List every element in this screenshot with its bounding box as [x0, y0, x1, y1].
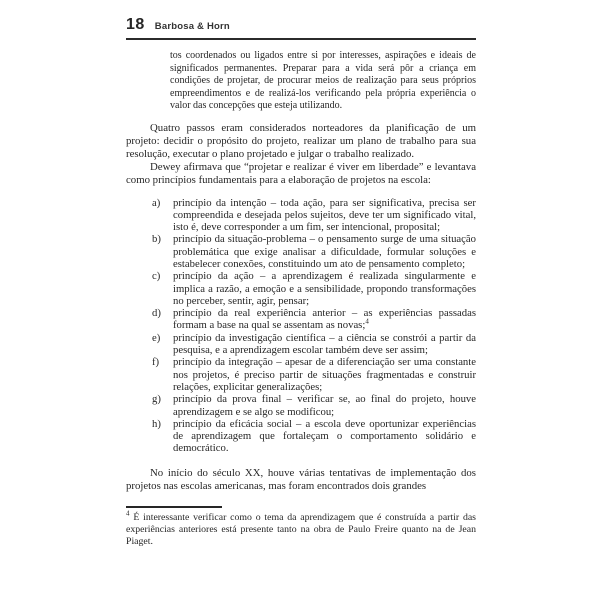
list-item — [152, 393, 476, 418]
page-number: 18 — [126, 16, 145, 33]
list-item-text: princípio da eficácia social – a escola deve oportunizar experiências de aprendizagem que fortaleçam o comportamento solidário e democrático. — [173, 417, 476, 455]
list-item-label: c) — [152, 270, 161, 283]
footnote — [126, 506, 476, 549]
list-item-label: h) — [152, 417, 161, 430]
page-content — [126, 16, 476, 548]
list-item — [152, 233, 476, 270]
list-item — [152, 270, 476, 307]
list-item-text: princípio da prova final – verificar se, ao final do projeto, houve aprendizagem e se algo se modificou; — [173, 393, 476, 418]
list-item-text: princípio da integração – apesar de a diferenciação ser uma constante nos projetos, é preciso partir de situações fragmentadas e construir relações, explicitar generalizações; — [173, 356, 476, 393]
list-item-label: d) — [152, 307, 161, 320]
principle-list — [126, 197, 476, 455]
list-item — [152, 197, 476, 234]
footnote-text — [126, 509, 476, 549]
footnote-number: 4 — [126, 509, 130, 518]
list-item-label: g) — [152, 393, 161, 406]
list-item — [152, 356, 476, 393]
paragraph: Quatro passos eram considerados norteadores da planificação de um projeto: decidir o propósito do projeto, realizar um plano de trabalho para sua resolução, executar o plano projetado e julgar o trabalho realizado. — [126, 121, 476, 160]
footnote-separator-rule — [126, 506, 222, 508]
list-item-label: a) — [152, 196, 161, 209]
list-item-label: b) — [152, 233, 161, 246]
body-paragraphs — [126, 122, 476, 187]
list-item-label: e) — [152, 331, 161, 344]
list-item-text: princípio da ação – a aprendizagem é realizada singularmente e implica a razão, a emoção e a sensibilidade, propondo transformações no perceber, sentir, agir, pensar; — [173, 270, 476, 307]
closing-paragraph: No início do século XX, houve várias tentativas de implementação dos projetos nas escolas americanas, mas foram encontrados dois grandes — [126, 466, 476, 492]
running-head-authors: Barbosa & Horn — [154, 21, 230, 32]
running-head — [126, 16, 476, 40]
block-quote: tos coordenados ou ligados entre si por interesses, aspirações e ideais de significados permanentes. Preparar para a vida será pôr a criança em condições de projetar, de procurar meios de realização para seus próprios empreendimentos e de realizá-los verificando pela própria experiência o valor das concepções que esteja utilizando. — [170, 50, 476, 112]
list-item — [152, 307, 476, 332]
footnote-body: É interessante verificar como o tema da aprendizagem que é construída a partir das experiências anteriores está presente tanto na obra de Paulo Freire quanto na de Jean Piaget. — [126, 511, 476, 547]
list-item-label: f) — [152, 356, 160, 369]
list-item-text: princípio da real experiência anterior – as experiências passadas formam a base na qual se assentam as novas; — [173, 307, 476, 332]
list-item-text: princípio da situação-problema – o pensamento surge de uma situação problemática que exige analisar a dificuldade, formular soluções e estabelecer conexões, constituindo um ato de pensamento completo; — [173, 233, 476, 270]
list-item-text: princípio da investigação científica – a ciência se constrói a partir da pesquisa, e a aprendizagem escolar também deve ser assim; — [173, 331, 476, 357]
footnote-reference: 4 — [365, 317, 369, 326]
list-item — [152, 332, 476, 357]
paragraph: Dewey afirmava que “projetar e realizar é viver em liberdade” e levantava como princípios fundamentais para a elaboração de projetos na escola: — [126, 160, 476, 186]
list-item-text: princípio da intenção – toda ação, para ser significativa, precisa ser compreendida e desejada pelos sujeitos, deve ter um significado vital, isto é, deve corresponder a um fim, ser intencional, proposital; — [173, 196, 476, 234]
list-item — [152, 418, 476, 455]
